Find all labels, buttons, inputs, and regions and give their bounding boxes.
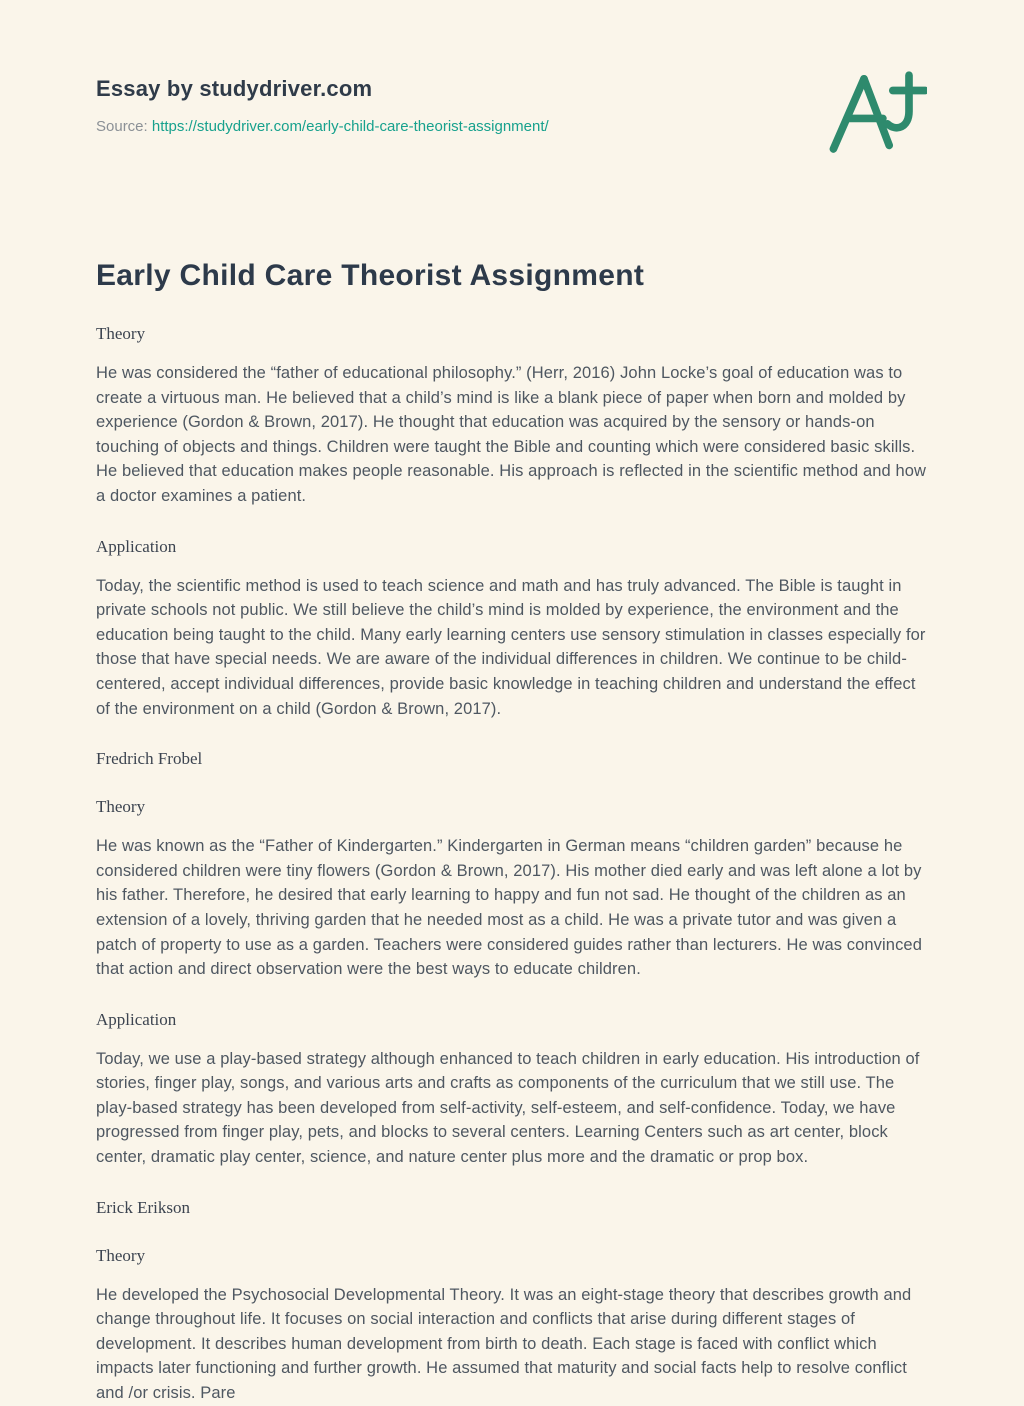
article-sections	[96, 324, 928, 1406]
page-title: Early Child Care Theorist Assignment	[96, 259, 645, 292]
source-line	[96, 118, 928, 135]
section-heading: Erick Erikson	[96, 1197, 190, 1217]
source-url-link[interactable]: https://studydriver.com/early-child-care-theorist-assignment/	[151, 118, 549, 135]
paragraph: He was considered the “father of educational philosophy.” (Herr, 2016) John Locke’s goal of education was to create a virtuous man. He believed that a child’s mind is like a blank piece of paper when born and molded by experience (Gordon & Brown, 2017). He thought that education was acquired by the sensory or hands-on touching of objects and things. Children were taught the Bible and counting which were considered basic skills. He believed that education makes people reasonable. His approach is reflected in the scientific method and how a doctor examines a patient.	[96, 364, 927, 505]
paragraph: He developed the Psychosocial Developmental Theory. It was an eight-stage theory that describes growth and change throughout life. It focuses on social interaction and conflicts that arise during different stages of development. It describes human development from birth to death. Each stage is faced with conflict which impacts later functioning and further growth. He assumed that maturity and social facts help to resolve conflict and /or crisis. Pare	[96, 1285, 912, 1403]
paragraph: Today, the scientific method is used to teach science and math and has truly advanced. The Bible is taught in private schools not public. We still believe the child’s mind is molded by experience, the environment and the education being taught to the child. Many early learning centers use sensory stimulation in classes especially for those that have special needs. We are aware of the individual differences in children. We continue to be child-centered, accept individual differences, provide basic knowledge in teaching children and understand the effect of the environment on a child (Gordon & Brown, 2017).	[96, 576, 926, 718]
section-heading: Theory	[96, 324, 146, 343]
section-heading: Theory	[96, 1245, 146, 1265]
section-heading: Theory	[96, 797, 146, 817]
paragraph: He was known as the “Father of Kindergarten.” Kindergarten in German means “children garden” because he considered children were tiny flowers (Gordon & Brown, 2017). His mother died early and was left alone a lot by his father. Therefore, he desired that early learning to happy and fun not sad. He thought of the children as an extension of a lovely, thriving garden that he needed most as a child. He was a private tutor and was given a patch of property to use as a garden. Teachers were considered guides rather than lecturers. He was convinced that action and direct observation were the best ways to educate children.	[96, 837, 922, 979]
studydriver-logo	[828, 70, 927, 156]
section-heading: Application	[96, 536, 177, 556]
brand-title: Essay by studydriver.com	[96, 76, 373, 101]
section-heading: Fredrich Frobel	[96, 749, 203, 769]
section-heading: Application	[96, 1009, 177, 1029]
paragraph: Today, we use a play-based strategy although enhanced to teach children in early education. His introduction of stories, finger play, songs, and various arts and crafts as components of the curriculum that we still use. The play-based strategy has been developed from self-activity, self-esteem, and self-confidence. Today, we have progressed from finger play, pets, and blocks to several centers. Learning Centers such as art center, block center, dramatic play center, science, and nature center plus more and the dramatic or prop box.	[96, 1049, 920, 1167]
source-label: Source:	[96, 118, 148, 135]
